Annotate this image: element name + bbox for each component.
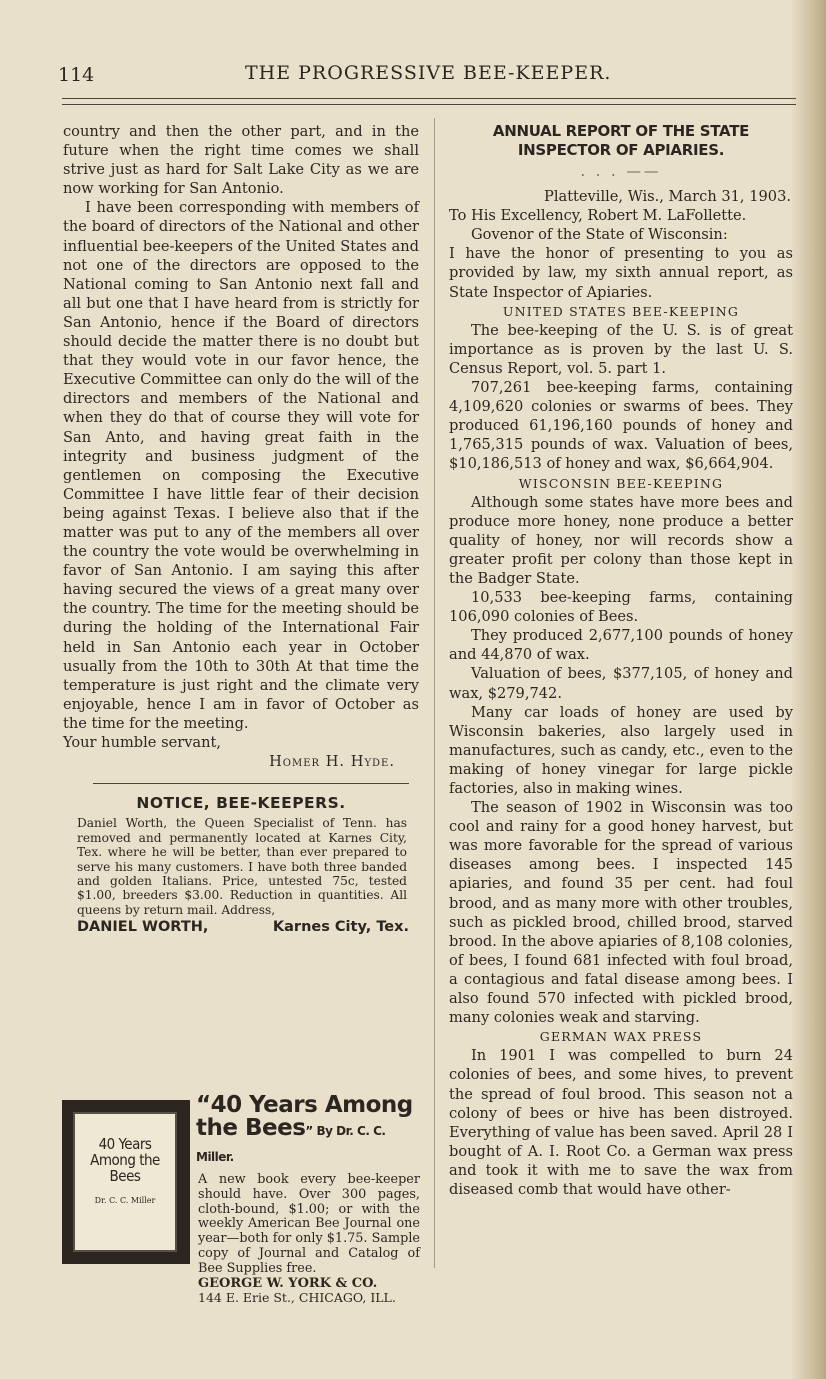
report-salutation: To His Excellency, Robert M. LaFollette. <box>449 207 747 225</box>
report-paragraph: Although some states have more bees and produce more honey, none produce a better quality of honey, nor will records show a greater profit per colony than those kept in the Badger State. <box>449 493 793 587</box>
page-edge <box>792 0 826 1379</box>
report-paragraph: The bee-keeping of the U. S. is of great importance as is proven by the last U. S. Census Report, vol. 5. part 1. <box>449 321 793 377</box>
notice-footer <box>77 918 409 937</box>
header-rule-second <box>62 104 796 105</box>
report-paragraph: 707,261 bee-keeping farms, containing 4,109,620 colonies or swarms of bees. They produced 61,196,160 pounds of honey and 1,765,315 pounds of wax. Valuation of bees, $10,186,513 of honey and wax, $6,664,904. <box>449 379 793 473</box>
ad-title: “40 Years Among the Bees” By Dr. C. C. Miller. <box>196 1092 413 1164</box>
ad-text <box>196 1094 420 1306</box>
ad-publisher: GEORGE W. YORK & CO. <box>198 1275 378 1291</box>
column-divider <box>434 118 435 1268</box>
notice-name: DANIEL WORTH, <box>77 919 209 936</box>
report-paragraph: In 1901 I was compelled to burn 24 colonies of bees, and some hives, to prevent the spread of foul brood. This season not a colony of bees or hive has been distroyed. Everything of value has been saved. April 28 I bought of A. I. Root Co. a German wax press and took it with me to save the wax from diseased comb that would have other- <box>449 1047 793 1198</box>
header-rule <box>62 98 796 99</box>
letter-closing: Your humble servant, <box>63 734 222 751</box>
report-dateline: Platteville, Wis., March 31, 1903. <box>544 188 791 206</box>
book-cover-author: Dr. C. C. Miller <box>94 1196 156 1205</box>
book-cover-title: 40 Years Among the Bees <box>90 1135 160 1185</box>
report-salutation-2: Govenor of the State of Wisconsin: <box>471 226 728 244</box>
ad-author: ” By Dr. C. C. Miller. <box>196 1124 386 1164</box>
ad-address: 144 E. Erie St., CHICAGO, ILL. <box>198 1290 396 1306</box>
section-heading: WISCONSIN BEE-KEEPING <box>518 475 724 491</box>
notice-heading: NOTICE, BEE-KEEPERS. <box>136 794 346 813</box>
report-paragraph: 10,533 bee-keeping farms, containing 106,090 colonies of Bees. <box>449 589 793 626</box>
report-paragraph: They produced 2,677,100 pounds of honey and 44,870 of wax. <box>449 627 793 664</box>
book-cover-image <box>62 1100 190 1264</box>
section-heading: UNITED STATES BEE-KEEPING <box>502 303 740 319</box>
letter-paragraph: I have been corresponding with members of the board of directors of the National and other influential bee-keepers of the United States and not one of the directors are opposed to the National coming to San Antonio next fall and all but one that I have heard from is strictly for San Antonio, hence if the Board of directors should decide the matter there is no doubt but that they would vote in our favor hence, the Executive Committee can only do the will of the directors and members of the National and when they do that of course they will vote for San Anto, and having great faith in the integrity and business judgment of the gentlemen on composing the Executive Committee I have little fear of their decision being against Texas. I believe also that if the matter was put to any of the members all over the country the vote would be overwhelming in favor of San Antonio. I am saying this after having secured the views of a great many over the country. The time for the meeting should be during the holding of the International Fair held in San Antonio each year in October usually from the 10th to 30th At that time the temperature is just right and the climate very enjoyable, hence I am in favor of October as the time for the meeting. <box>63 199 419 732</box>
report-title: ANNUAL REPORT OF THE STATE INSPECTOR OF APIARIES. <box>492 122 750 159</box>
letter-paragraph: country and then the other part, and in the future when the right time comes we shall strive just as hard for Salt Lake City as we are now working for San Antonio. <box>63 123 419 198</box>
letter-signature: Homer H. Hyde. <box>269 753 395 771</box>
report-intro: I have the honor of presenting to you as provided by law, my sixth annual report, as State Inspector of Apiaries. <box>449 245 793 301</box>
report-paragraph: The season of 1902 in Wisconsin was too cool and rainy for a good honey harvest, but was more favorable for the spread of various diseases among bees. I inspected 145 apiaries, and found 35 per cent. had foul brood, and as many more with other troubles, such as pickled brood, chilled brood, starved brood. In the above apiaries of 8,108 colonies, of bees, I found 681 infected with foul broad, a contagious and fatal disease among bees. I also found 570 infected with pickled brood, many colonies weak and starving. <box>449 799 793 1027</box>
page-number: 114 <box>58 64 95 86</box>
left-column <box>63 122 419 937</box>
notice-place: Karnes City, Tex. <box>272 919 409 936</box>
title-separator: . . . —— <box>580 163 662 180</box>
running-title: THE PROGRESSIVE BEE-KEEPER. <box>245 62 612 84</box>
notice-body: Daniel Worth, the Queen Specialist of Tenn. has removed and permanently located at Karnes City, Tex. where he will be better, than ever prepared to serve his many customers. I have both three banded and golden Italians. Price, untested 75c, tested $1.00, breeders $3.00. Reduction in quantities. All queens by return mail. Address, <box>77 816 407 917</box>
ad-body: A new book every bee-keeper should have. Over 300 pages, cloth-bound, $1.00; or with the weekly American Bee Journal one year—both for only $1.75. Sample copy of Journal and Catalog of Bee Supplies free. <box>198 1172 420 1276</box>
notice-advertisement <box>63 794 419 937</box>
right-column <box>449 122 793 1199</box>
section-heading: GERMAN WAX PRESS <box>539 1029 703 1045</box>
report-paragraph: Many car loads of honey are used by Wisconsin bakeries, also largely used in manufactures, such as candy, etc., even to the making of honey vinegar for large pickle factories, also in making wines. <box>449 703 793 797</box>
report-paragraph: Valuation of bees, $377,105, of honey and wax, $279,742. <box>449 665 793 702</box>
separator-rule <box>93 783 409 784</box>
book-advertisement <box>62 1092 422 1306</box>
